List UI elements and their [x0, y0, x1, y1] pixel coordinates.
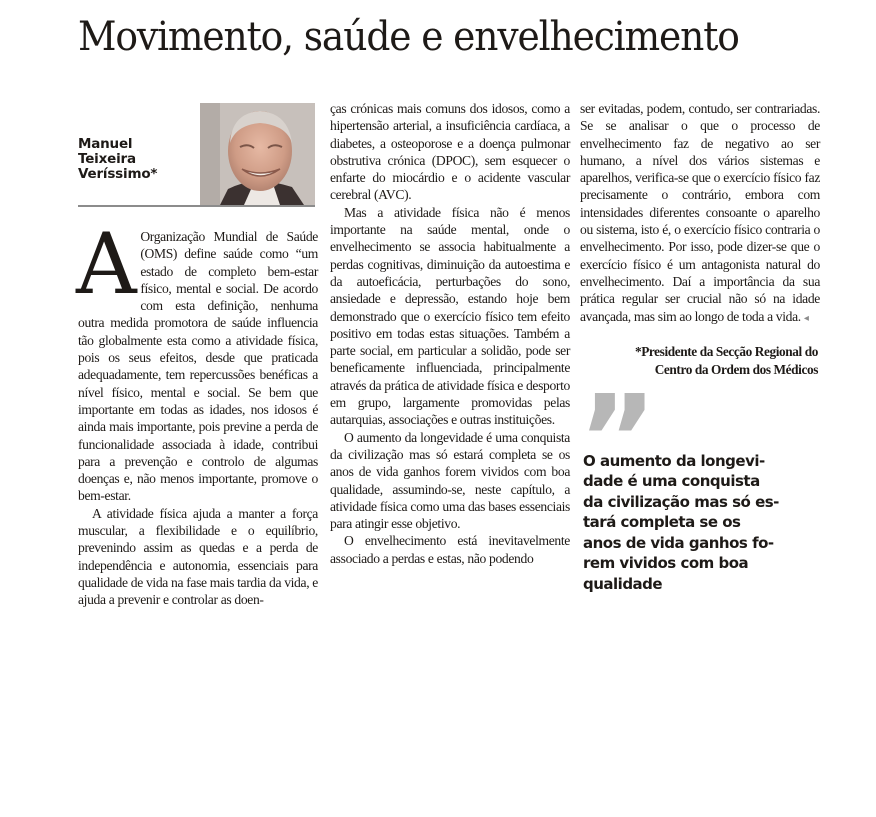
- paragraph-text: Organização Mundial de Saúde (OMS) define saúde como “um estado de completo bem-estar físico, mental e social. De acordo com esta definição, nenhuma outra medida promotora de saúde influencia tão globalmente esta como a atividade física, pois os seus efeitos, desde que praticada adequadamente, tem repercussões benéficas a nível físico, mental e social. Se bem que importante em todas as idades, nos idosos é ainda mais importante, pois previne a perda de funcionalidade associada à idade, contribui para a prevenção e controlo de algumas doenças e, não menos importante, promove o bem-estar.: [78, 229, 318, 504]
- article-column-3-stack: [580, 100, 820, 594]
- drop-cap: A: [76, 215, 137, 313]
- paragraph: A atividade física ajuda a manter a força muscular, a flexibilidade e o equilíbrio, prevenindo assim as quedas e a perda de independência e autonomia, essenciais para qualidade de vida na fase mais tardia da vida, e ajuda a prevenir e controlar as doen-: [78, 505, 318, 608]
- article-column-1: [76, 215, 318, 609]
- paragraph: Mas a atividade física não é menos importante na saúde mental, onde o envelhecimento se associa habitualmente a perdas cognitivas, diminuição da autoestima e da autoeficácia, perturbações do sono, ansiedade e depressão, estando hoje bem demonstrado que o exercício físico tem efeito positivo em todas estas situações. Também a parte social, em particular a solidão, pode ser beneficamente influenciada, principalmente através da prática de atividade física e desporto em grupo, largamente promovidas pelas autarquias, associações e outras instituições.: [330, 204, 570, 428]
- author-photo: [200, 103, 315, 205]
- end-of-article-icon: ◂: [803, 312, 809, 324]
- paragraph: O aumento da longevidade é uma conquista da civilização mas só estará completa se os anos de vida ganhos forem vividos com boa qualidade, assumindo-se, neste capítulo, a atividade física como uma das bases essenciais para atingir esse objetivo.: [330, 429, 570, 532]
- credentials-line: *Presidente da Secção Regional do: [634, 343, 818, 359]
- paragraph: [76, 215, 318, 505]
- author-name-line: Veríssimo*: [78, 166, 158, 182]
- pull-quote-line: da civilização mas só es-: [583, 492, 779, 511]
- pull-quote-line: qualidade: [583, 574, 663, 593]
- article-column-3: [580, 100, 820, 327]
- article-column-2: [330, 100, 570, 567]
- pull-quote-line: tará completa se os: [583, 513, 741, 532]
- pull-quote-line: dade é uma conquista: [583, 472, 760, 491]
- author-portrait-icon: [200, 103, 315, 205]
- pull-quote-line: anos de vida ganhos fo-: [583, 533, 774, 552]
- pull-quote-line: O aumento da longevi-: [583, 451, 765, 470]
- author-name-line: Teixeira: [78, 151, 136, 167]
- paragraph: [580, 100, 820, 327]
- pull-quote-line: rem vividos com boa: [583, 554, 749, 573]
- paragraph: O envelhecimento está inevitavelmente associado a perdas e estas, não podendo: [330, 533, 570, 566]
- byline-divider: [78, 205, 315, 207]
- author-byline: [78, 137, 157, 182]
- author-credentials: [580, 343, 818, 379]
- quote-mark-icon: [578, 385, 820, 441]
- paragraph-text: ser evitadas, podem, contudo, ser contrariadas. Se se analisar o que o processo de envelhecimento faz de negativo ao ser humano, a nível dos vários sistemas e aparelhos, verifica-se que o exercício físico faz precisamente o contrário, embora com intensidades diferentes consoante o aparelho ou sistema, isto é, o exercício físico contraria o envelhecimento. Por isso, pode dizer-se que o exercício físico é um antagonista natural do envelhecimento. Daí a importância da sua prática regular ser crucial não só na idade avançada, mas sim ao longo de toda a vida.: [580, 101, 820, 324]
- pull-quote: [583, 451, 813, 595]
- credentials-line: Centro da Ordem dos Médicos: [654, 361, 818, 377]
- paragraph: ças crónicas mais comuns dos idosos, como a hipertensão arterial, a insuficiência cardíaca, a diabetes, a osteoporose e a doença pulmonar obstrutiva crónica (DPOC), sem esquecer o enfarte do miocárdio e o acidente vascular cerebral (AVC).: [330, 101, 570, 203]
- author-name-line: Manuel: [78, 136, 133, 152]
- article-title: Movimento, saúde e envelhecimento: [78, 14, 739, 60]
